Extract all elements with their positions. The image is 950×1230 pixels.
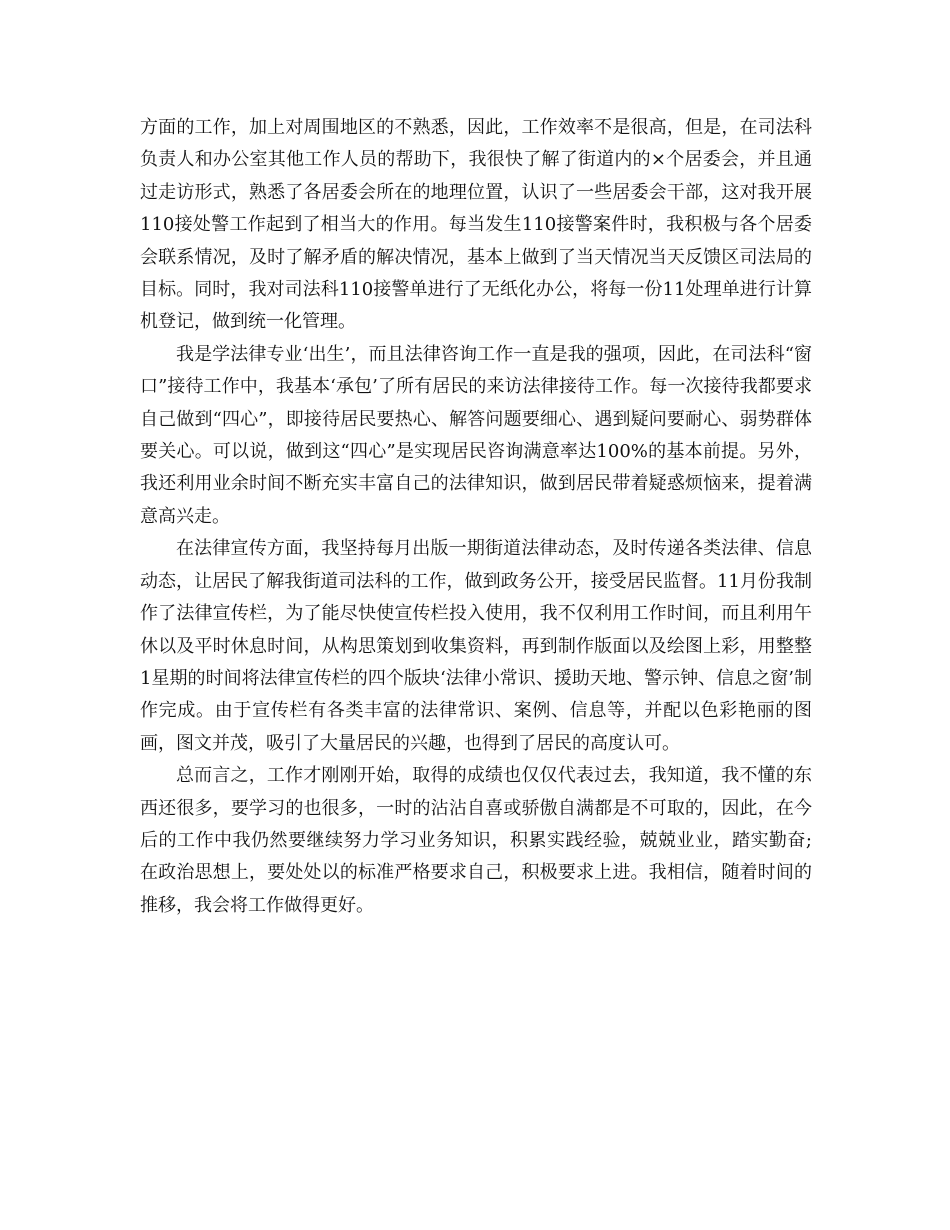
paragraph-1: 方面的工作，加上对周围地区的不熟悉，因此，工作效率不是很高，但是，在司法科负责人和办公室其他工作人员的帮助下，我很快了解了街道内的×个居委会，并且通过走访形式，熟悉了各居委会所在的地理位置，认识了一些居委会干部，这对我开展110接处警工作起到了相当大的作用。每当发生110接警案件时，我积极与各个居委会联系情况，及时了解矛盾的解决情况，基本上做到了当天情况当天反馈区司法局的目标。同时，我对司法科110接警单进行了无纸化办公，将每一份11处理单进行计算机登记，做到统一化管理。	[140, 117, 812, 333]
paragraph-3: 在法律宣传方面，我坚持每月出版一期街道法律动态，及时传递各类法律、信息动态，让居民了解我街道司法科的工作，做到政务公开，接受居民监督。11月份我制作了法律宣传栏，为了能尽快使宣传栏投入使用，我不仅利用工作时间，而且利用午休以及平时休息时间，从构思策划到收集资料，再到制作版面以及绘图上彩，用整整1星期的时间将法律宣传栏的四个版块‘法律小常识、援助天地、警示钟、信息之窗’制作完成。由于宣传栏有各类丰富的法律常识、案例、信息等，并配以色彩艳丽的图画，图文并茂，吸引了大量居民的兴趣，也得到了居民的高度认可。	[140, 538, 812, 754]
paragraph-4: 总而言之，工作才刚刚开始，取得的成绩也仅仅代表过去，我知道，我不懂的东西还很多，要学习的也很多，一时的沾沾自喜或骄傲自满都是不可取的，因此，在今后的工作中我仍然要继续努力学习业务知识，积累实践经验，兢兢业业，踏实勤奋;在政治思想上，要处处以的标准严格要求自己，积极要求上进。我相信，随着时间的推移，我会将工作做得更好。	[140, 765, 812, 916]
paragraph-2: 我是学法律专业‘出生’，而且法律咨询工作一直是我的强项，因此，在司法科“窗口”接待工作中，我基本‘承包’了所有居民的来访法律接待工作。每一次接待我都要求自己做到“四心”，即接待居民要热心、解答问题要细心、遇到疑问要耐心、弱势群体要关心。可以说，做到这“四心”是实现居民咨询满意率达100%的基本前提。另外，我还利用业余时间不断充实丰富自己的法律知识，做到居民带着疑惑烦恼来，提着满意高兴走。	[140, 343, 812, 527]
document-page	[140, 112, 812, 922]
